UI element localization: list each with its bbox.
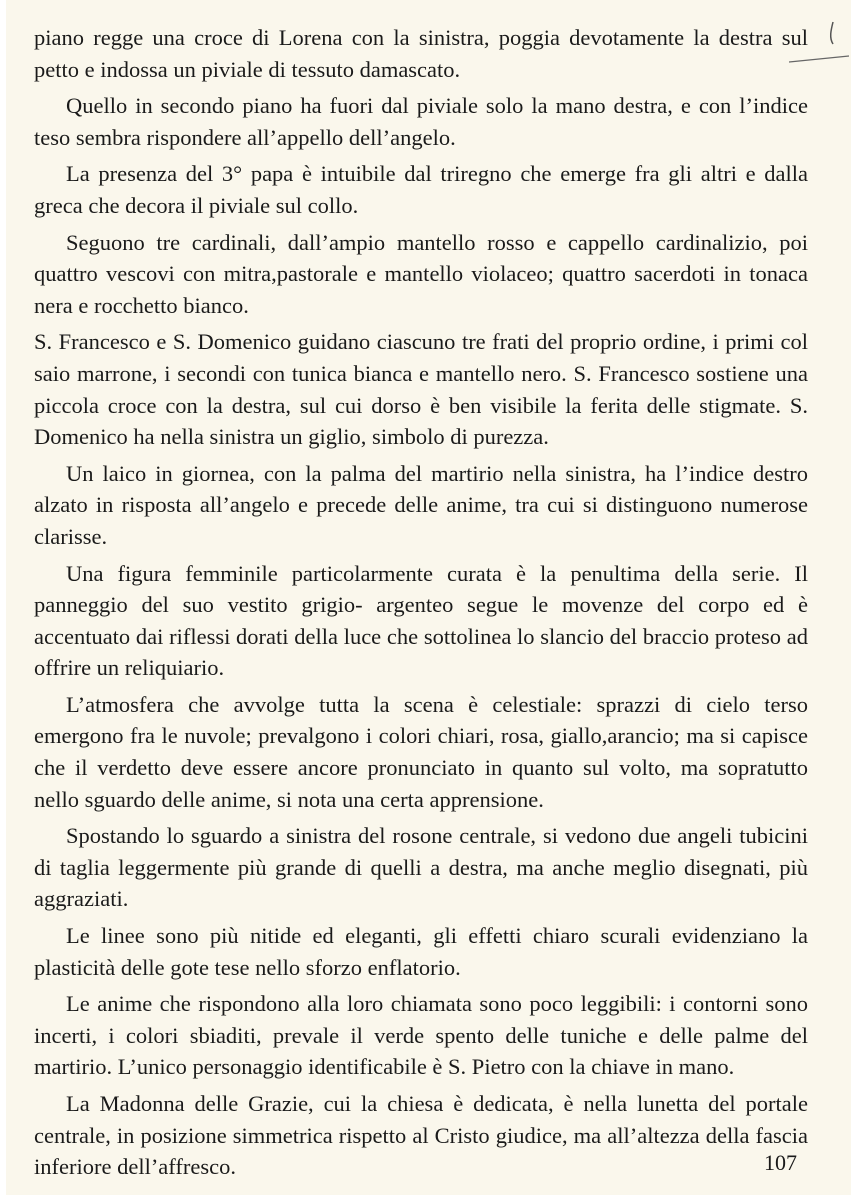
body-text (34, 22, 808, 1188)
pencil-mark-icon (789, 18, 849, 78)
page-number: 107 (764, 1150, 797, 1175)
paragraph: piano regge una croce di Lorena con la sinistra, poggia devotamente la destra sul petto e indossa un piviale di tessuto damascato. (34, 25, 808, 82)
paragraph: La Madonna delle Grazie, cui la chiesa è dedicata, è nella lunetta del portale centrale, in posizione simmetrica rispetto al Cristo giudice, ma all’altezza della fascia inferiore dell’affresco. (34, 1091, 808, 1180)
paragraph: Spostando lo sguardo a sinistra del rosone centrale, si vedono due angeli tubicini di taglia leggermente più grande di quelli a destra, ma anche meglio disegnati, più aggraziati. (34, 823, 808, 912)
paragraph: Un laico in giornea, con la palma del martirio nella sinistra, ha l’indice destro alzato in risposta all’angelo e precede delle anime, tra cui si distinguono numerose clarisse. (34, 460, 808, 549)
paragraph: Le linee sono più nitide ed eleganti, gli effetti chiaro scurali evidenziano la plasticità delle gote tese nello sforzo enflatorio. (34, 923, 808, 980)
paragraph: La presenza del 3° papa è intuibile dal triregno che emerge fra gli altri e dalla greca che decora il piviale sul collo. (34, 161, 808, 218)
paragraph: Quello in secondo piano ha fuori dal piviale solo la mano destra, e con l’indice teso sembra rispondere all’appello dell’angelo. (34, 93, 808, 150)
paragraph: Una figura femminile particolarmente curata è la penultima della serie. Il panneggio del suo vestito grigio- argenteo segue le movenze del corpo ed è accentuato dai riflessi dorati della luce che sottolinea lo slancio del braccio proteso ad offrire un reliquiario. (34, 560, 808, 681)
paragraph: L’atmosfera che avvolge tutta la scena è celestiale: sprazzi di cielo terso emergono fra le nuvole; prevalgono i colori chiari, rosa, giallo,arancio; ma si capisce che il verdetto deve essere ancore pronunciato in quanto sul volto, ma sopratutto nello sguardo delle anime, si nota una certa apprensione. (34, 691, 808, 812)
paragraph: Seguono tre cardinali, dall’ampio mantello rosso e cappello cardinalizio, poi quattro vescovi con mitra,pastorale e mantello violaceo; quattro sacerdoti in tonaca nera e rocchetto bianco. (34, 229, 808, 318)
book-page (6, 0, 851, 1195)
paragraph: Le anime che rispondono alla loro chiamata sono poco leggibili: i contorni sono incerti, i colori sbiaditi, prevale il verde spento delle tuniche e delle palme del martirio. L’unico personaggio identificabile è S. Pietro con la chiave in mano. (34, 991, 808, 1080)
paragraph: S. Francesco e S. Domenico guidano ciascuno tre frati del proprio ordine, i primi col saio marrone, i secondi con tunica bianca e mantello nero. S. Francesco sostiene una piccola croce con la destra, sul cui dorso è ben visibile la ferita delle stigmate. S. Domenico ha nella sinistra un giglio, simbolo di purezza. (34, 329, 808, 450)
